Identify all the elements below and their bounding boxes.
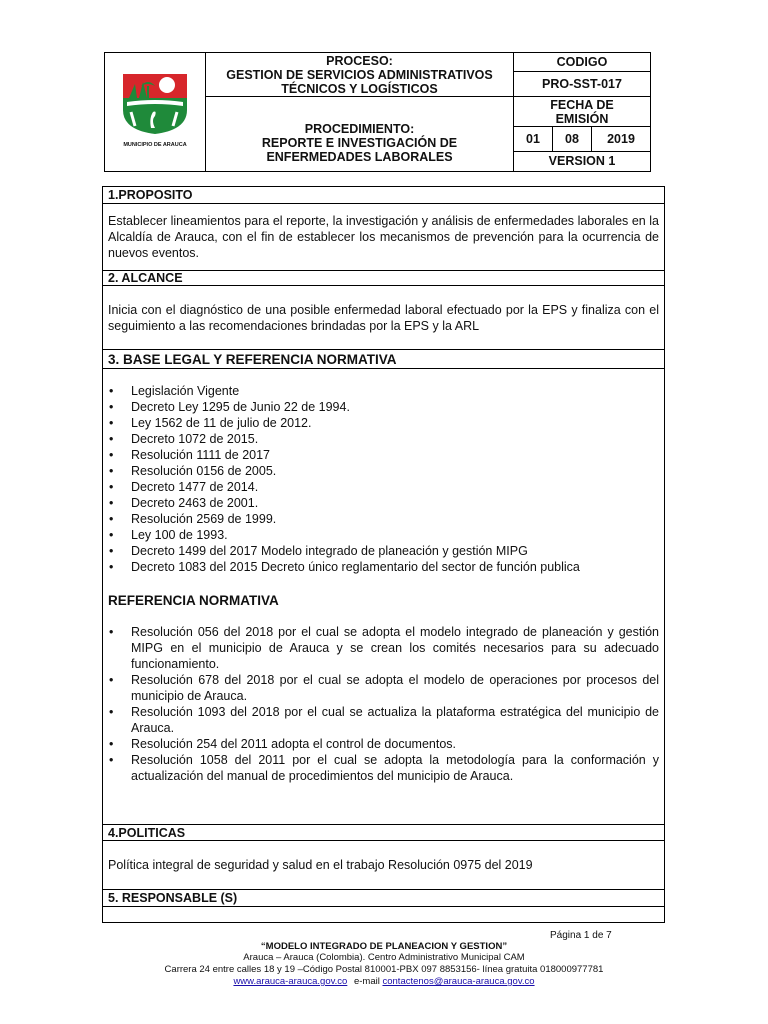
footer-address1: Arauca – Arauca (Colombia). Centro Administrativo Municipal CAM <box>243 952 525 963</box>
proposito-paragraph: Establecer lineamientos para el reporte, la investigación y análisis de enfermedades laborales en la Alcaldía de Arauca, con el fin de establecer los mecanismos de prevención para la ocurrencia de nuevos eventos. <box>108 214 659 260</box>
procedimiento-cell <box>206 97 514 172</box>
procedimiento-label: PROCEDIMIENTO: <box>304 122 415 136</box>
referencia-item: • Resolución 1093 del 2018 por el cual se actualiza la plataforma estratégica del municipio de Arauca. <box>108 704 659 736</box>
footer-contact <box>0 976 768 988</box>
alcance-paragraph: Inicia con el diagnóstico de una posible enfermedad laboral efectuado por la EPS y finaliza con el seguimiento a las recomendaciones brindadas por la EPS y la ARL <box>108 302 659 333</box>
base-legal-item: • Decreto 1072 de 2015. <box>108 431 659 447</box>
politicas-paragraph: Política integral de seguridad y salud en el trabajo Resolución 0975 del 2019 <box>108 858 533 872</box>
fecha-date <box>514 127 650 152</box>
footer-model: “MODELO INTEGRADO DE PLANEACION Y GESTION” <box>260 941 508 952</box>
email-label: e-mail <box>353 976 380 987</box>
proceso-cell <box>206 53 514 97</box>
fecha-label: FECHA DE EMISIÓN <box>514 97 650 127</box>
footer-address2: Carrera 24 entre calles 18 y 19 –Código Postal 810001-PBX 097 8853156- línea gratuita 018000977781 <box>164 964 604 975</box>
proposito-text <box>103 204 664 271</box>
codigo-cell <box>514 53 651 97</box>
base-legal-item: • Decreto 1477 de 2014. <box>108 479 659 495</box>
responsable-heading: 5. RESPONSABLE (S) <box>103 890 664 907</box>
referencia-item: • Resolución 056 del 2018 por el cual se adopta el modelo integrado de planeación y gestión MIPG en el municipio de Arauca y se crean los comités necesarios para su adecuado funcionamiento. <box>108 624 659 672</box>
logo-caption: MUNICIPIO DE ARAUCA <box>123 142 187 148</box>
coat-of-arms-icon <box>121 72 189 136</box>
alcance-text <box>103 286 664 350</box>
referencia-item: • Resolución 1058 del 2011 por el cual se adopta la metodología para la conformación y actualización del manual de procedimientos del municipio de Arauca. <box>108 752 659 784</box>
base-legal-item: • Resolución 1111 de 2017 <box>108 447 659 463</box>
fecha-day: 01 <box>526 132 540 146</box>
page-number: Página 1 de 7 <box>550 930 612 941</box>
fecha-year: 2019 <box>591 127 650 151</box>
referencia-item: • Resolución 254 del 2011 adopta el control de documentos. <box>108 736 659 752</box>
procedimiento-name: REPORTE E INVESTIGACIÓN DE ENFERMEDADES LABORALES <box>261 136 458 164</box>
base-legal-item: • Legislación Vigente <box>108 383 659 399</box>
referencia-heading: REFERENCIA NORMATIVA <box>108 593 279 608</box>
base-legal-item: • Decreto Ley 1295 de Junio 22 de 1994. <box>108 399 659 415</box>
base-legal-item: • Decreto 1499 del 2017 Modelo integrado de planeación y gestión MIPG <box>108 543 659 559</box>
referencia-item: • Resolución 678 del 2018 por el cual se adopta el modelo de operaciones por procesos del municipio de Arauca. <box>108 672 659 704</box>
proposito-heading: 1.PROPOSITO <box>103 187 664 204</box>
codigo-value: PRO-SST-017 <box>542 77 622 91</box>
base-legal-item: • Resolución 2569 de 1999. <box>108 511 659 527</box>
base-legal-block <box>103 369 664 825</box>
base-legal-item: • Ley 100 de 1993. <box>108 527 659 543</box>
proceso-label: PROCESO: <box>326 53 393 68</box>
politicas-text <box>103 841 664 890</box>
alcance-heading: 2. ALCANCE <box>103 271 664 286</box>
proceso-name: GESTION DE SERVICIOS ADMINISTRATIVOS TÉCNICOS Y LOGÍSTICOS <box>226 67 493 96</box>
referencia-list <box>108 624 659 784</box>
base-legal-item: • Ley 1562 de 11 de julio de 2012. <box>108 415 659 431</box>
version-label: VERSION 1 <box>548 154 616 168</box>
base-legal-item: • Resolución 0156 de 2005. <box>108 463 659 479</box>
base-legal-heading: 3. BASE LEGAL Y REFERENCIA NORMATIVA <box>103 350 664 369</box>
codigo-label: CODIGO <box>514 53 650 72</box>
logo-cell <box>105 53 206 172</box>
document-header <box>104 52 651 172</box>
responsable-empty-row <box>103 907 664 922</box>
email-link[interactable]: contactenos@arauca-arauca.gov.co <box>382 976 535 987</box>
fecha-month: 08 <box>552 127 591 151</box>
politicas-heading: 4.POLITICAS <box>103 825 664 841</box>
base-legal-list <box>108 383 659 575</box>
website-link[interactable]: www.arauca-arauca.gov.co <box>233 976 348 987</box>
base-legal-item: • Decreto 1083 del 2015 Decreto único reglamentario del sector de función publica <box>108 559 659 575</box>
document-body <box>102 186 665 923</box>
municipio-logo <box>105 72 205 152</box>
base-legal-item: • Decreto 2463 de 2001. <box>108 495 659 511</box>
fecha-cell <box>514 97 651 172</box>
